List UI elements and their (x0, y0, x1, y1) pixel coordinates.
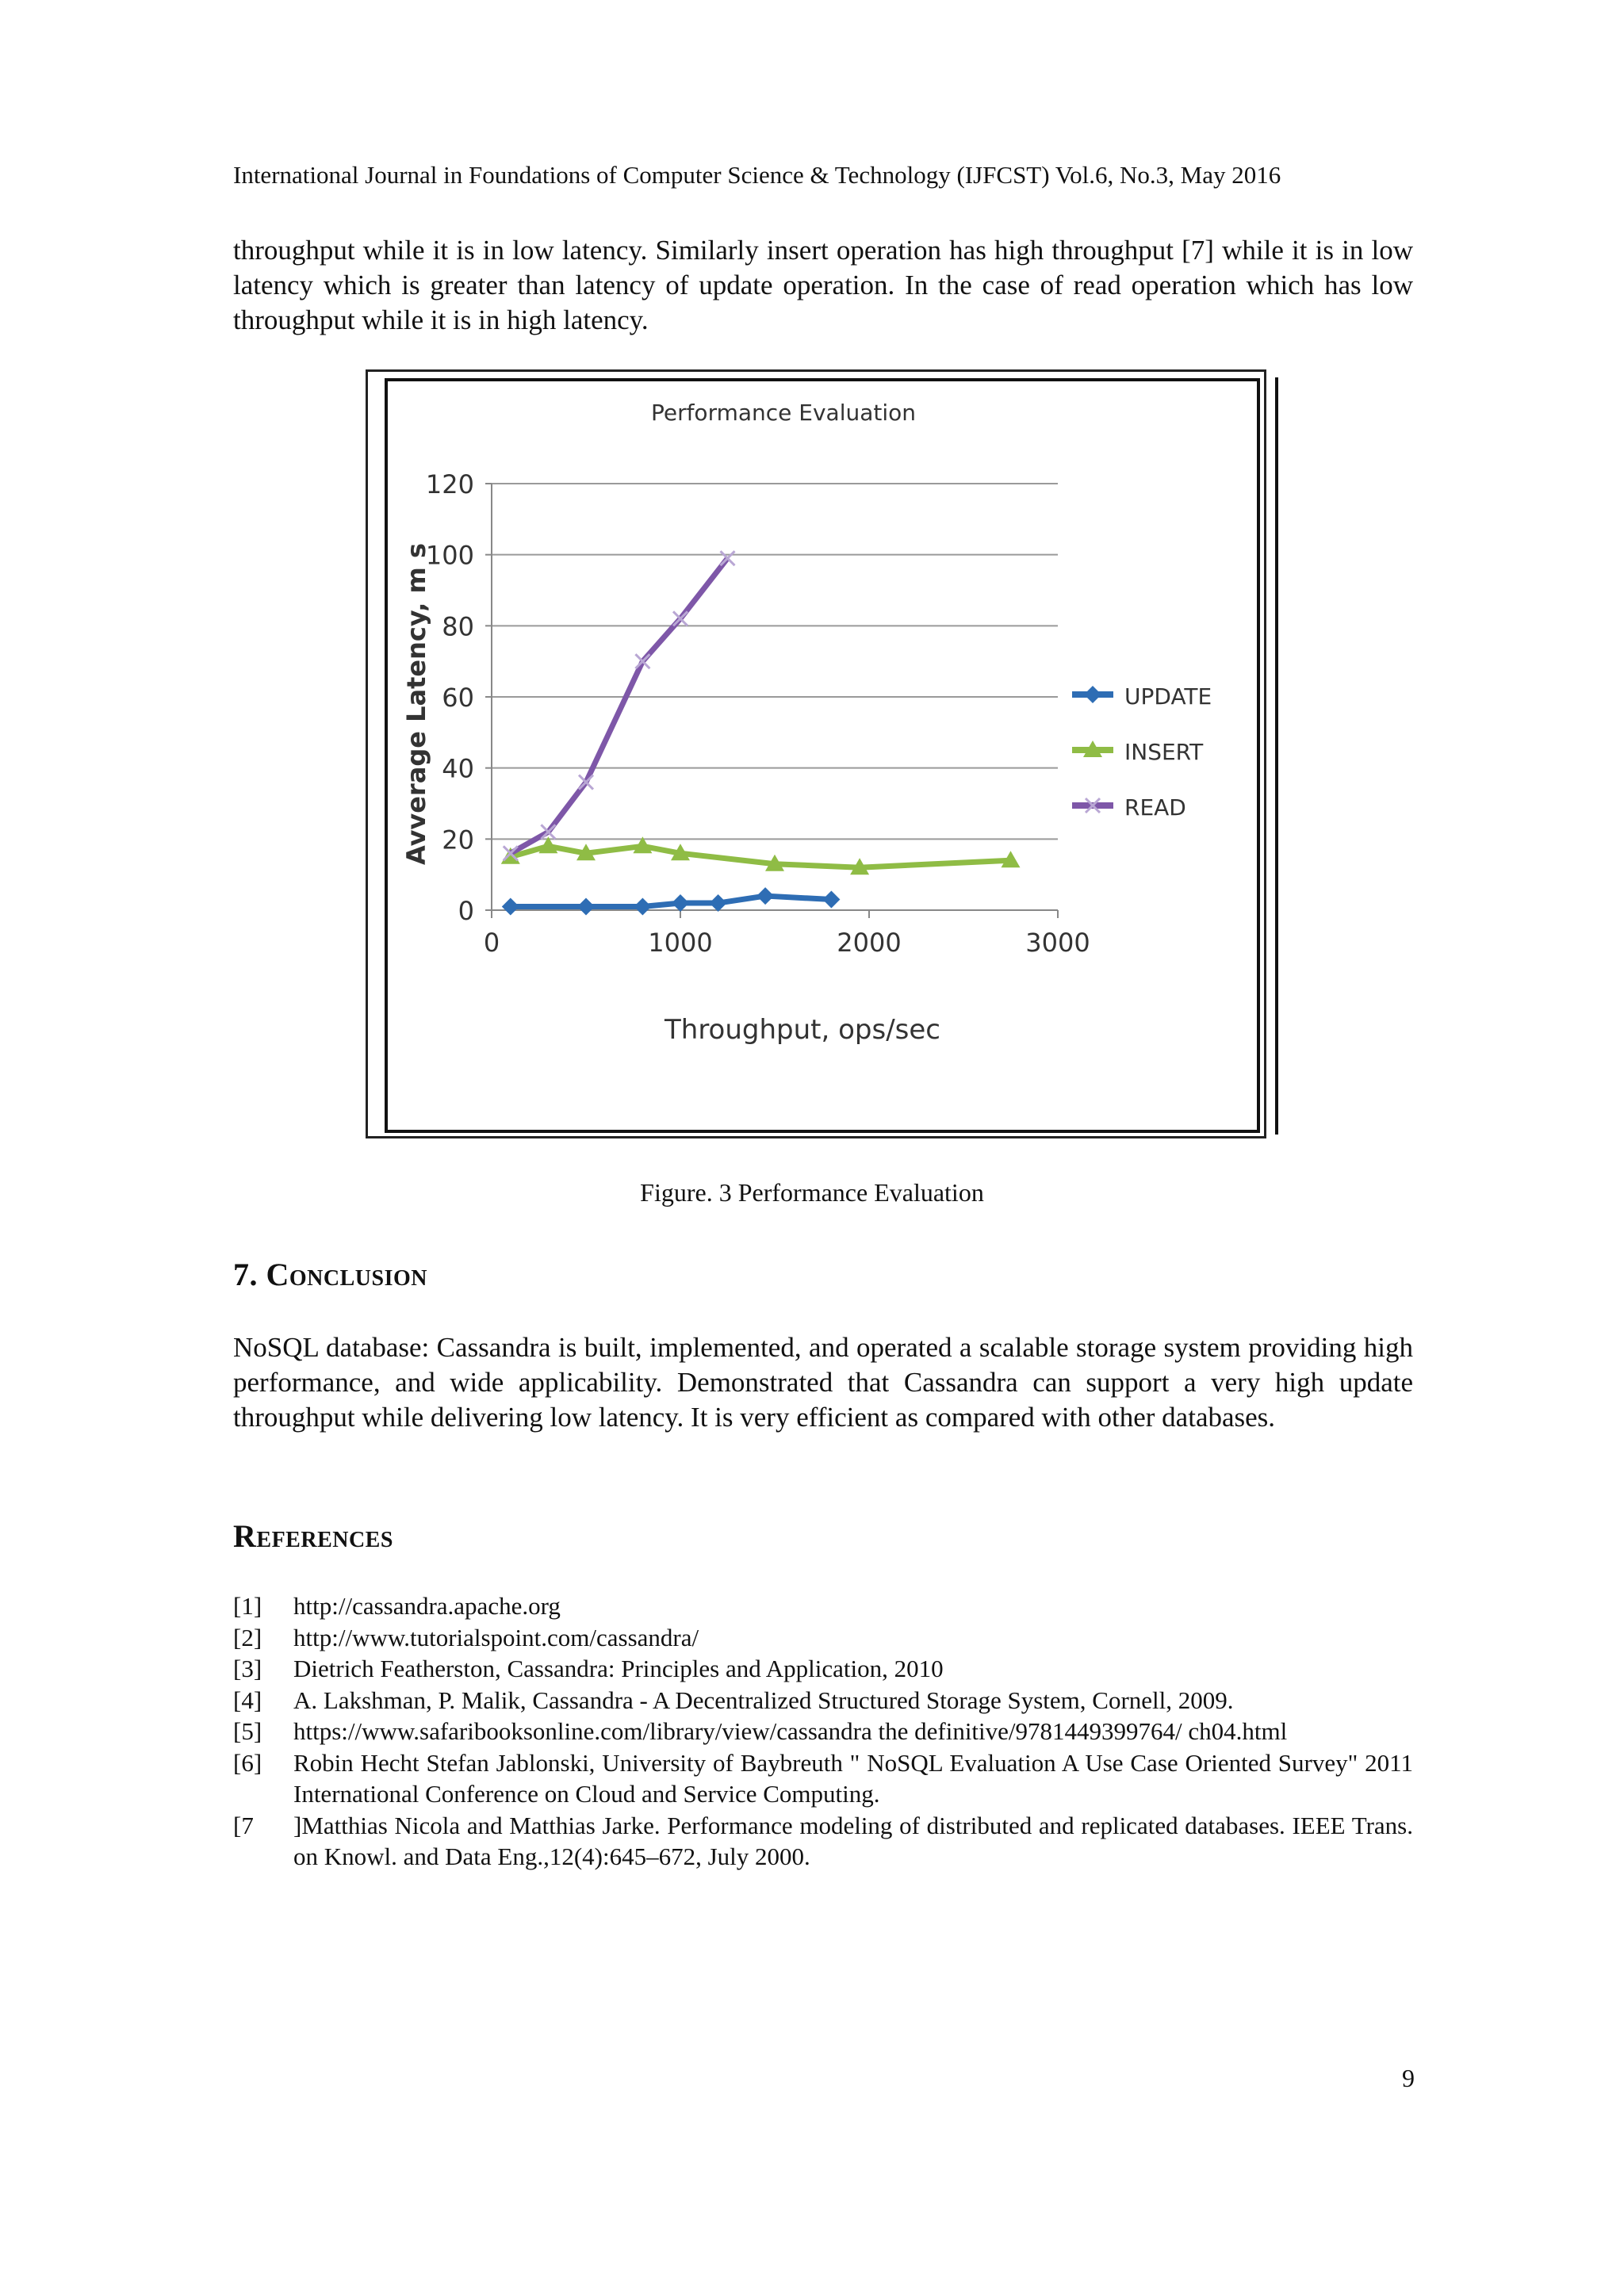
reference-number: [6] (233, 1748, 262, 1777)
update-point (502, 898, 519, 916)
reference-number: [1] (233, 1592, 262, 1620)
reference-text: http://www.tutorialspoint.com/cassandra/ (293, 1623, 699, 1651)
update-point (710, 894, 727, 912)
intro-paragraph: throughput while it is in low latency. Similarly insert operation has high throughput [7] while it is in low latency which is greater than latency of update operation. In the case of read operation which has low throughput while it is in high latency. (233, 235, 1413, 335)
figure-caption: Figure. 3 Performance Evaluation (640, 1178, 984, 1207)
y-tick-label: 120 (425, 469, 474, 499)
y-tick-label: 20 (442, 825, 474, 855)
reference-number: [2] (233, 1623, 262, 1651)
page-number: 9 (1402, 2064, 1415, 2092)
reference-number: [5] (233, 1717, 262, 1745)
y-tick-label: 60 (442, 683, 474, 713)
reference-text: Dietrich Featherston, Cassandra: Principles and Application, 2010 (293, 1655, 944, 1682)
reference-item (233, 1653, 1413, 1685)
references-list (233, 1590, 1413, 1873)
x-tick-label: 0 (483, 928, 500, 958)
update-point (1084, 686, 1101, 703)
reference-number: [7 (233, 1811, 254, 1839)
conclusion-heading: 7. Conclusion (233, 1257, 427, 1292)
reference-text: http://cassandra.apache.org (293, 1592, 561, 1620)
y-tick-label: 80 (442, 611, 474, 642)
read-point (721, 551, 735, 565)
update-legend-label: UPDATE (1124, 683, 1212, 710)
reference-number: [3] (233, 1655, 262, 1682)
reference-item (233, 1622, 1413, 1654)
y-axis-label: Avverage Latency, m s (401, 542, 431, 866)
reference-item (233, 1685, 1413, 1716)
reference-item (233, 1747, 1413, 1810)
update-point (756, 887, 774, 905)
update-point (672, 894, 689, 912)
read-series-line (511, 558, 728, 853)
reference-text: ]Matthias Nicola and Matthias Jarke. Performance modeling of distributed and replicated databases. IEEE Trans. on Knowl. and Data Eng.,12(4):645–672, July 2000. (293, 1811, 1413, 1870)
x-tick-label: 3000 (1025, 928, 1090, 958)
x-tick-label: 1000 (648, 928, 713, 958)
update-point (577, 898, 595, 916)
references-heading: References (233, 1518, 393, 1554)
reference-item (233, 1590, 1413, 1622)
reference-text: https://www.safaribooksonline.com/library/view/cassandra the definitive/9781449399764/ ch04.html (293, 1717, 1288, 1745)
reference-text: A. Lakshman, P. Malik, Cassandra - A Decentralized Structured Storage System, Cornell, 2009. (293, 1686, 1234, 1714)
read-point (673, 611, 688, 626)
x-axis-label: Throughput, ops/sec (665, 1014, 940, 1046)
y-tick-label: 40 (442, 753, 474, 784)
reference-item (233, 1810, 1413, 1873)
y-tick-label: 0 (458, 896, 474, 926)
conclusion-paragraph: NoSQL database: Cassandra is built, implemented, and operated a scalable storage system providing high performance, and wide applicability. Demonstrated that Cassandra can support a very high update throughput while delivering low latency. It is very efficient as compared with other databases. (233, 1332, 1413, 1433)
reference-item (233, 1716, 1413, 1747)
y-tick-label: 100 (425, 540, 474, 571)
chart-title: Performance Evaluation (650, 400, 917, 426)
journal-header: International Journal in Foundations of Computer Science & Technology (IJFCST) Vol.6, No.3, May 2016 (233, 161, 1281, 189)
reference-text: Robin Hecht Stefan Jablonski, University of Baybreuth " NoSQL Evaluation A Use Case Oriented Survey" 2011 International Conference on Cloud and Service Computing. (293, 1748, 1413, 1808)
read-legend-label: READ (1124, 794, 1186, 821)
reference-number: [4] (233, 1686, 262, 1714)
update-series-line (511, 896, 832, 906)
insert-legend-label: INSERT (1124, 739, 1204, 765)
update-point (822, 891, 840, 909)
update-point (634, 898, 651, 916)
x-tick-label: 2000 (837, 928, 902, 958)
